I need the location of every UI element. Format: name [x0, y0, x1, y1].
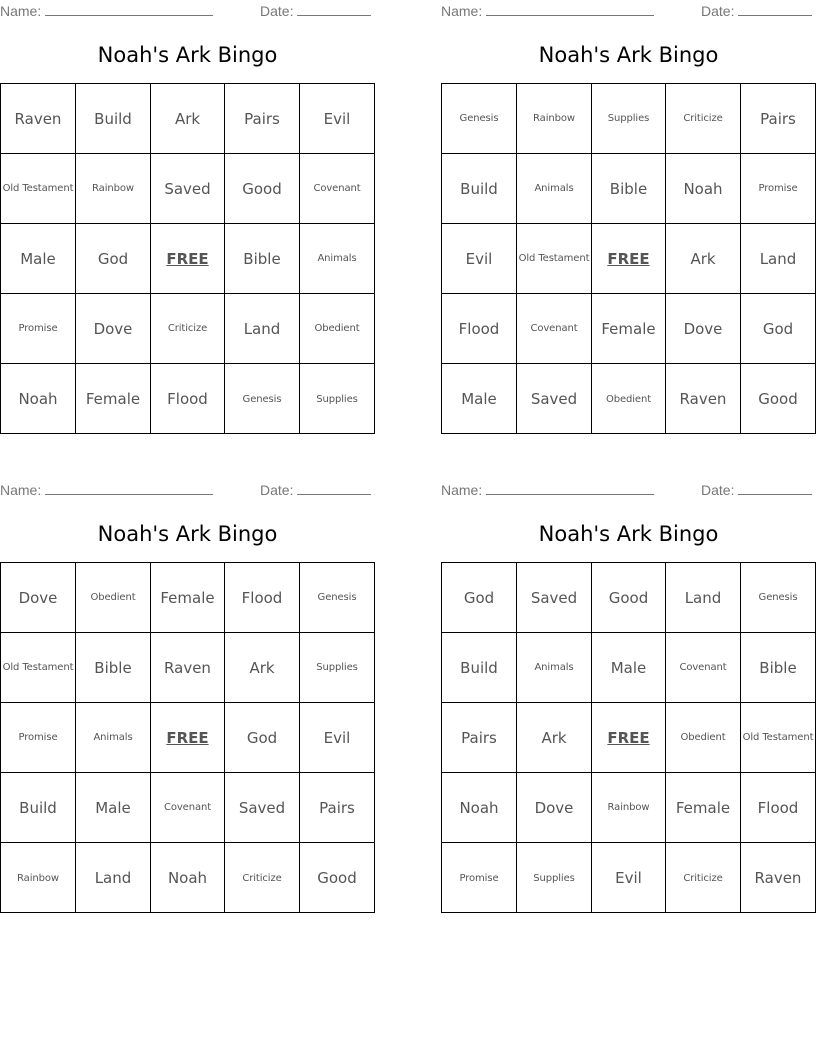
bingo-cell: Female [666, 773, 741, 843]
bingo-cell: Supplies [592, 84, 666, 154]
bingo-cell: Obedient [666, 703, 741, 773]
bingo-cell: Supplies [316, 393, 358, 405]
bingo-cell: Obedient [76, 563, 151, 633]
bingo-cell: Dove [517, 773, 592, 843]
bingo-cell: Obedient [300, 294, 374, 364]
bingo-cell: God [442, 563, 517, 633]
bingo-cell: Genesis [442, 84, 517, 154]
bingo-cell: Criticize [151, 294, 225, 364]
bingo-cell: Raven [1, 84, 76, 154]
bingo-cell: Ark [151, 84, 225, 154]
bingo-cell: Pairs [225, 84, 300, 154]
bingo-cell: Saved [517, 563, 592, 633]
name-line[interactable] [486, 2, 654, 16]
bingo-cell: Evil [300, 84, 374, 154]
bingo-cell: Promise [1, 703, 76, 773]
bingo-cell: Promise [741, 154, 815, 224]
bingo-cell: Genesis [300, 563, 374, 633]
bingo-cell: Build [442, 154, 517, 224]
bingo-cell: Pairs [300, 773, 374, 843]
bingo-cell: Female [592, 294, 666, 364]
bingo-cell: Supplies [517, 843, 592, 913]
free-space: FREE [592, 703, 666, 773]
bingo-cell: Saved [225, 773, 300, 843]
bingo-cell: Pairs [442, 703, 517, 773]
bingo-cell: Land [225, 294, 300, 364]
bingo-card [0, 479, 375, 913]
bingo-cell: Male [1, 224, 76, 294]
bingo-cell: Good [758, 390, 798, 408]
bingo-cell: Covenant [300, 154, 374, 224]
date-field[interactable] [260, 481, 371, 498]
bingo-cell: Bible [741, 633, 815, 703]
bingo-cell: Noah [666, 154, 741, 224]
bingo-card [441, 479, 816, 913]
bingo-cell: Raven [666, 364, 741, 434]
card-title: Noah's Ark Bingo [97, 43, 278, 67]
name-line[interactable] [45, 481, 213, 495]
date-line[interactable] [297, 481, 371, 495]
bingo-cell: God [225, 703, 300, 773]
bingo-cell: Old Testament [1, 154, 76, 224]
bingo-cell: Rainbow [1, 843, 76, 913]
bingo-card [0, 0, 375, 434]
bingo-cell: Good [592, 563, 666, 633]
bingo-cell: Promise [442, 843, 517, 913]
bingo-cell: Covenant [517, 294, 592, 364]
bingo-cell: Criticize [666, 843, 741, 913]
bingo-cell: Bible [592, 154, 666, 224]
card-title: Noah's Ark Bingo [97, 522, 278, 546]
name-field[interactable] [441, 481, 654, 498]
name-label: Name: [0, 3, 42, 19]
bingo-cell: Rainbow [592, 773, 666, 843]
date-label: Date: [701, 482, 735, 498]
bingo-cell: Raven [151, 633, 225, 703]
bingo-cell: Male [442, 364, 517, 434]
bingo-cell: Supplies [300, 633, 374, 703]
bingo-cell: Female [151, 563, 225, 633]
bingo-cell: Build [76, 84, 151, 154]
bingo-cell: Promise [1, 294, 76, 364]
bingo-cell: Criticize [225, 843, 300, 913]
bingo-cell: Dove [666, 294, 741, 364]
name-field[interactable] [0, 2, 213, 19]
bingo-cell: Saved [151, 154, 225, 224]
bingo-cell: Pairs [741, 84, 815, 154]
bingo-cell: Animals [76, 703, 151, 773]
date-label: Date: [260, 482, 294, 498]
bingo-cell: Evil [300, 703, 374, 773]
bingo-cell: Animals [300, 224, 374, 294]
date-line[interactable] [297, 2, 371, 16]
bingo-cell: Land [741, 224, 815, 294]
bingo-cell: Old Testament [517, 224, 592, 294]
bingo-cell: Bible [76, 633, 151, 703]
bingo-cell: Female [76, 364, 151, 434]
bingo-cell: Bible [225, 224, 300, 294]
bingo-cell: Flood [225, 563, 300, 633]
bingo-cell: Ark [517, 703, 592, 773]
name-label: Name: [441, 482, 483, 498]
date-label: Date: [260, 3, 294, 19]
date-line[interactable] [738, 2, 812, 16]
bingo-cell: Male [76, 773, 151, 843]
bingo-cell: Noah [442, 773, 517, 843]
free-space: FREE [592, 224, 666, 294]
bingo-cell: Flood [741, 773, 815, 843]
bingo-cell: Obedient [592, 364, 666, 434]
bingo-cell: Genesis [225, 364, 300, 434]
bingo-cell: Ark [666, 224, 741, 294]
bingo-cell: Evil [592, 843, 666, 913]
card-title: Noah's Ark Bingo [538, 43, 719, 67]
bingo-card [441, 0, 816, 434]
bingo-cell: Saved [517, 364, 592, 434]
bingo-cell: Covenant [151, 773, 225, 843]
bingo-cell: Old Testament [741, 703, 815, 773]
name-label: Name: [441, 3, 483, 19]
free-space: FREE [151, 703, 225, 773]
bingo-cell: Ark [225, 633, 300, 703]
bingo-cell: Good [225, 154, 300, 224]
bingo-cell: Flood [442, 294, 517, 364]
bingo-cell: Animals [517, 154, 592, 224]
bingo-cell: Animals [517, 633, 592, 703]
date-field[interactable] [260, 2, 371, 19]
date-field[interactable] [701, 481, 812, 498]
bingo-cell: Dove [76, 294, 151, 364]
bingo-grid [0, 83, 375, 434]
date-field[interactable] [701, 2, 812, 19]
bingo-cell: Old Testament [1, 633, 76, 703]
name-line[interactable] [45, 2, 213, 16]
bingo-cell: God [741, 294, 815, 364]
bingo-grid [441, 83, 816, 434]
bingo-cell: Evil [442, 224, 517, 294]
bingo-cell: Covenant [666, 633, 741, 703]
bingo-cell: Build [442, 633, 517, 703]
bingo-cell: Land [76, 843, 151, 913]
card-title: Noah's Ark Bingo [538, 522, 719, 546]
bingo-cell: Noah [1, 364, 76, 434]
bingo-cell: Land [666, 563, 741, 633]
name-field[interactable] [441, 2, 654, 19]
bingo-cell: Flood [151, 364, 225, 434]
bingo-cell: Good [317, 869, 357, 887]
bingo-grid [0, 562, 375, 913]
free-space: FREE [151, 224, 225, 294]
name-label: Name: [0, 482, 42, 498]
bingo-cell: Rainbow [517, 84, 592, 154]
bingo-cell: Rainbow [76, 154, 151, 224]
bingo-grid [441, 562, 816, 913]
bingo-cell: Build [1, 773, 76, 843]
name-line[interactable] [486, 481, 654, 495]
bingo-cell: Dove [1, 563, 76, 633]
bingo-cell: Criticize [666, 84, 741, 154]
bingo-cell: God [76, 224, 151, 294]
bingo-cell: Noah [151, 843, 225, 913]
bingo-cell: Genesis [741, 563, 815, 633]
date-line[interactable] [738, 481, 812, 495]
date-label: Date: [701, 3, 735, 19]
name-field[interactable] [0, 481, 213, 498]
bingo-cell: Male [592, 633, 666, 703]
bingo-cell: Raven [754, 869, 802, 887]
